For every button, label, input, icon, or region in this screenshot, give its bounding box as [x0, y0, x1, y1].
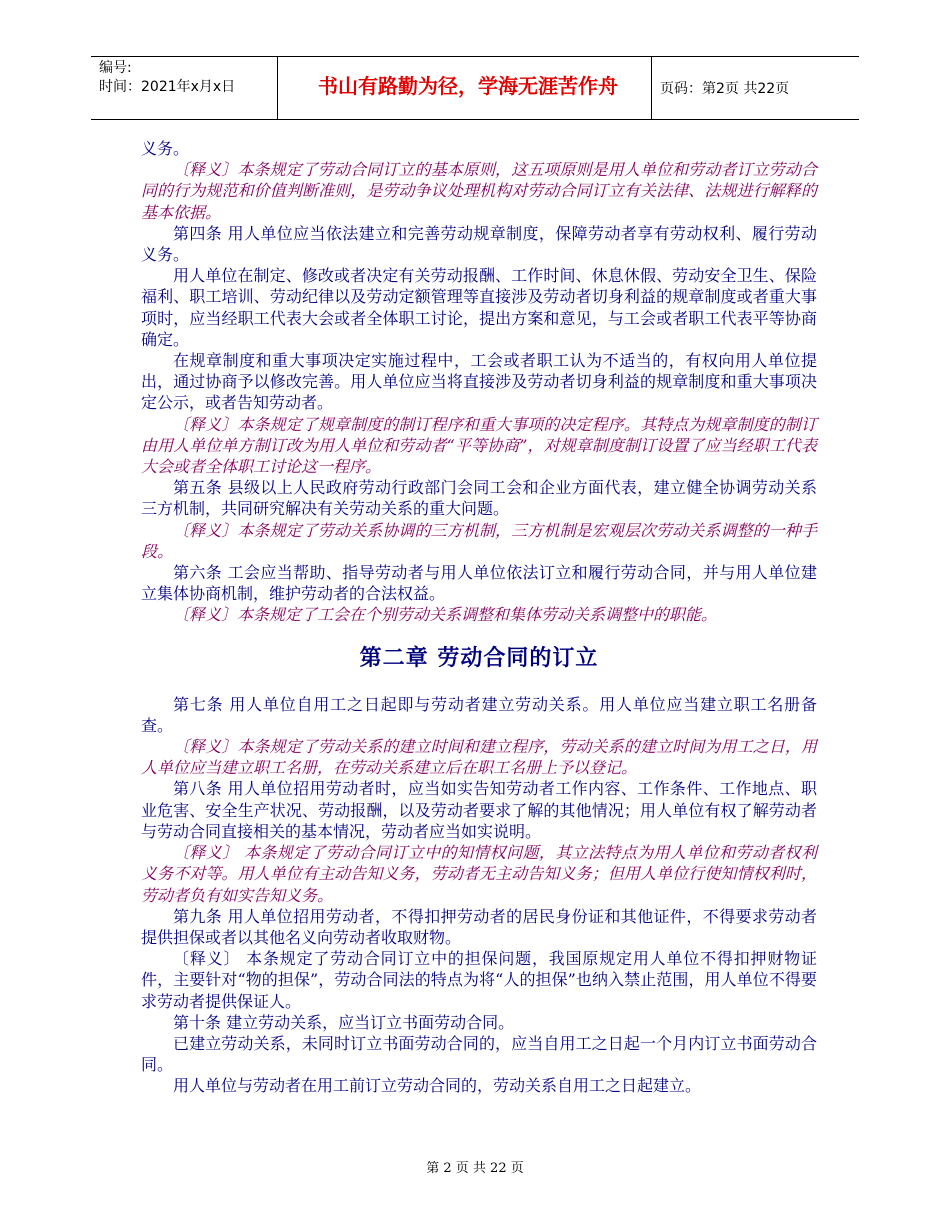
paragraph: 用人单位与劳动者在用工前订立劳动合同的，劳动关系自用工之日起建立。: [173, 1076, 702, 1096]
chapter-title: 第二章 劳动合同的订立: [359, 645, 599, 671]
paragraph: 义务。: [141, 139, 190, 158]
header-bottom-rule: [91, 119, 859, 120]
paragraph: 〔释义〕本条规定了劳动关系的建立时间和建立程序，劳动关系的建立时间为用工之日，用人单位应当建立职工名册，在劳动关系建立后在职工名册上予以登记。: [141, 737, 817, 778]
section-chapter-two: [141, 694, 817, 1097]
paragraph: 〔释义〕本条规定了劳动关系协调的三方机制，三方机制是宏观层次劳动关系调整的一种手段。: [141, 520, 817, 561]
paragraph: 第十条 建立劳动关系，应当订立书面劳动合同。: [173, 1012, 515, 1032]
paragraph: 已建立劳动关系，未同时订立书面劳动合同的，应当自用工之日起一个月内订立书面劳动合同。: [141, 1033, 817, 1075]
paragraph: 第七条 用人单位自用工之日起即与劳动者建立劳动关系。用人单位应当建立职工名册备查。: [141, 694, 817, 735]
paragraph: 〔释义〕 本条规定了劳动合同订立中的知情权问题，其立法特点为用人单位和劳动者权利义务不对等。用人单位有主动告知义务，劳动者无主动告知义务；但用人单位行使知情权利时，劳动者负有如实告知义务。: [141, 843, 817, 905]
paragraph: 第九条 用人单位招用劳动者，不得扣押劳动者的居民身份证和其他证件，不得要求劳动者提供担保或者以其他名义向劳动者收取财物。: [141, 906, 817, 947]
document-body: [141, 138, 817, 1097]
page-footer: 第 2 页 共 22 页: [426, 1161, 524, 1176]
paragraph: 第八条 用人单位招用劳动者时，应当如实告知劳动者工作内容、工作条件、工作地点、职业危害、安全生产状况、劳动报酬，以及劳动者要求了解的其他情况；用人单位有权了解劳动者与劳动合同直接相关的基本情况，劳动者应当如实说明。: [141, 779, 817, 841]
header-motto: 书山有路勤为径，学海无涯苦作舟: [318, 74, 618, 98]
paragraph: 第六条 工会应当帮助、指导劳动者与用人单位依法订立和履行劳动合同，并与用人单位建立集体协商机制，维护劳动者的合法权益。: [141, 563, 817, 604]
paragraph: 第四条 用人单位应当依法建立和完善劳动规章制度，保障劳动者享有劳动权利、履行劳动义务。: [141, 223, 817, 265]
paragraph: 在规章制度和重大事项决定实施过程中，工会或者职工认为不适当的，有权向用人单位提出，通过协商予以修改完善。用人单位应当将直接涉及劳动者切身利益的规章制度和重大事项决定公示，或者告知劳动者。: [141, 351, 817, 413]
paragraph: 〔释义〕本条规定了劳动合同订立的基本原则，这五项原则是用人单位和劳动者订立劳动合同的行为规范和价值判断准则，是劳动争议处理机构对劳动合同订立有关法律、法规进行解释的基本依据。: [141, 160, 817, 222]
paragraph: 〔释义〕本条规定了工会在个别劳动关系调整和集体劳动关系调整中的职能。: [173, 605, 718, 625]
time-label: 时间：2021年x月x日: [99, 79, 236, 95]
paragraph: 用人单位在制定、修改或者决定有关劳动报酬、工作时间、休息休假、劳动安全卫生、保险福利、职工培训、劳动纪律以及劳动定额管理等直接涉及劳动者切身利益的规章制度或者重大事项时，应当经职工代表大会或者全体职工讨论，提出方案和意见，与工会或者职工代表平等协商确定。: [141, 266, 817, 349]
page-header: [91, 56, 859, 120]
header-divider-right: [651, 56, 652, 120]
header-divider-left: [277, 56, 278, 120]
paragraph: 第五条 县级以上人民政府劳动行政部门会同工会和企业方面代表，建立健全协调劳动关系三方机制，共同研究解决有关劳动关系的重大问题。: [141, 478, 817, 519]
number-label: 编号:: [99, 60, 132, 76]
section-general-provisions: [141, 138, 817, 626]
header-top-rule: [91, 56, 859, 57]
page-label: 页码：第2页 共22页: [660, 81, 790, 97]
paragraph: 〔释义〕 本条规定了劳动合同订立中的担保问题，我国原规定用人单位不得扣押财物证件，主要针对“物的担保”，劳动合同法的特点为将“人的担保”也纳入禁止范围，用人单位不得要求劳动者提供保证人。: [141, 949, 817, 1011]
paragraph: 〔释义〕本条规定了规章制度的制订程序和重大事项的决定程序。其特点为规章制度的制订由用人单位单方制订改为用人单位和劳动者“平等协商”，对规章制度制订设置了应当经职工代表大会或者全体职工讨论这一程序。: [141, 414, 817, 477]
